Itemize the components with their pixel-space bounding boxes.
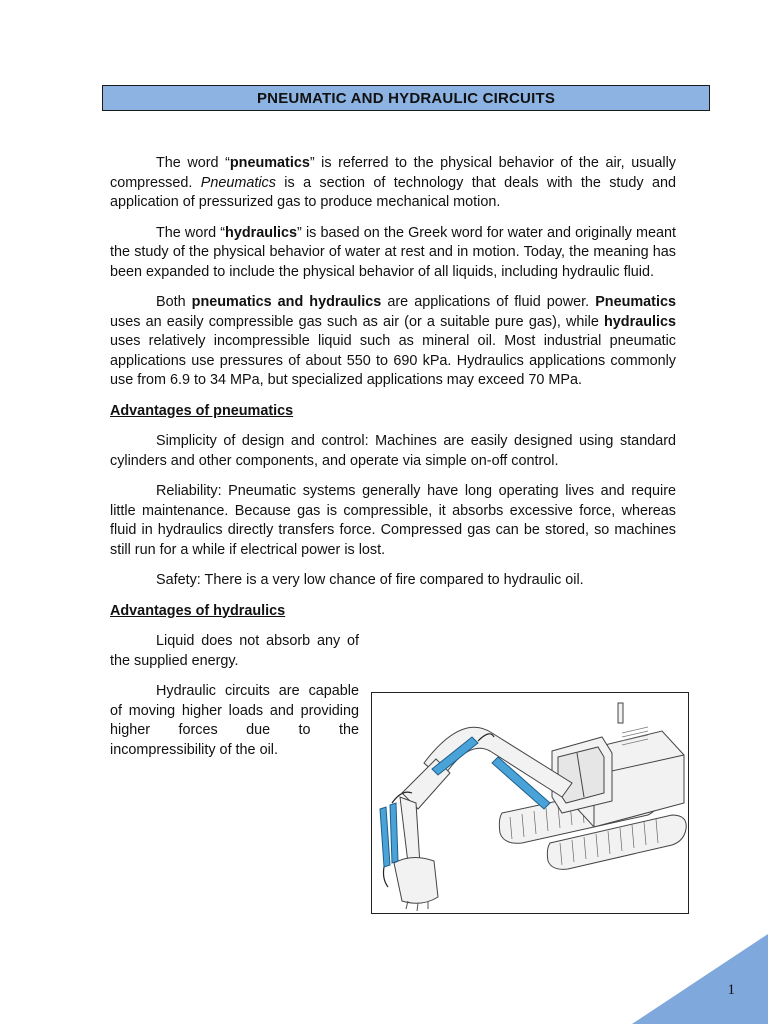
paragraph-fluid-power: Both pneumatics and hydraulics are applications of fluid power. Pneumatics uses an easily compressible gas such as air (or a suitable pure gas), while hydraulics uses relatively incompressible liquid such as mineral oil. Most industrial pneumatic applications use pressures of about 550 to 690 kPa. Hydraulics applications commonly use from 6.9 to 34 MPa, but specialized applications may exceed 70 MPa. (110, 294, 676, 388)
paragraph-pneumatics-definition: The word “pneumatics” is referred to the physical behavior of the air, usually compressed. Pneumatics is a section of technology that deals with the study and application of pressurized gas to produce mechanical motion. (110, 155, 676, 210)
document-body (110, 154, 676, 771)
heading-advantages-hydraulics: Advantages of hydraulics (110, 602, 286, 619)
hydraulics-advantage-loads: Hydraulic circuits are capable of moving higher loads and providing higher forces due to the incompressibility of the oil. (110, 683, 359, 758)
hydraulics-advantage-energy: Liquid does not absorb any of the supplied energy. (110, 633, 359, 669)
page-number: 1 (727, 982, 735, 998)
corner-triangle-decoration (632, 934, 768, 1024)
heading-advantages-pneumatics: Advantages of pneumatics (110, 402, 294, 419)
pneumatics-advantage-safety: Safety: There is a very low chance of fire compared to hydraulic oil. (156, 572, 584, 588)
excavator-icon (372, 693, 688, 913)
pneumatics-advantage-reliability: Reliability: Pneumatic systems generally have long operating lives and require little maintenance. Because gas is compressible, it absorbs excessive force, whereas fluid in hydraulics directly transfers force. Compressed gas can be stored, so machines still run for a while if electrical power is lost. (110, 483, 676, 558)
document-title (102, 85, 710, 111)
pneumatics-advantage-simplicity: Simplicity of design and control: Machines are easily designed using standard cylinders and other components, and operate via simple on-off control. (110, 433, 676, 469)
document-title-text: PNEUMATIC AND HYDRAULIC CIRCUITS (256, 89, 556, 107)
excavator-figure (371, 692, 689, 914)
paragraph-hydraulics-definition: The word “hydraulics” is based on the Greek word for water and originally meant the study of the physical behavior of water at rest and in motion. Today, the meaning has been expanded to include the physical behavior of all liquids, including hydraulic fluid. (110, 224, 677, 280)
